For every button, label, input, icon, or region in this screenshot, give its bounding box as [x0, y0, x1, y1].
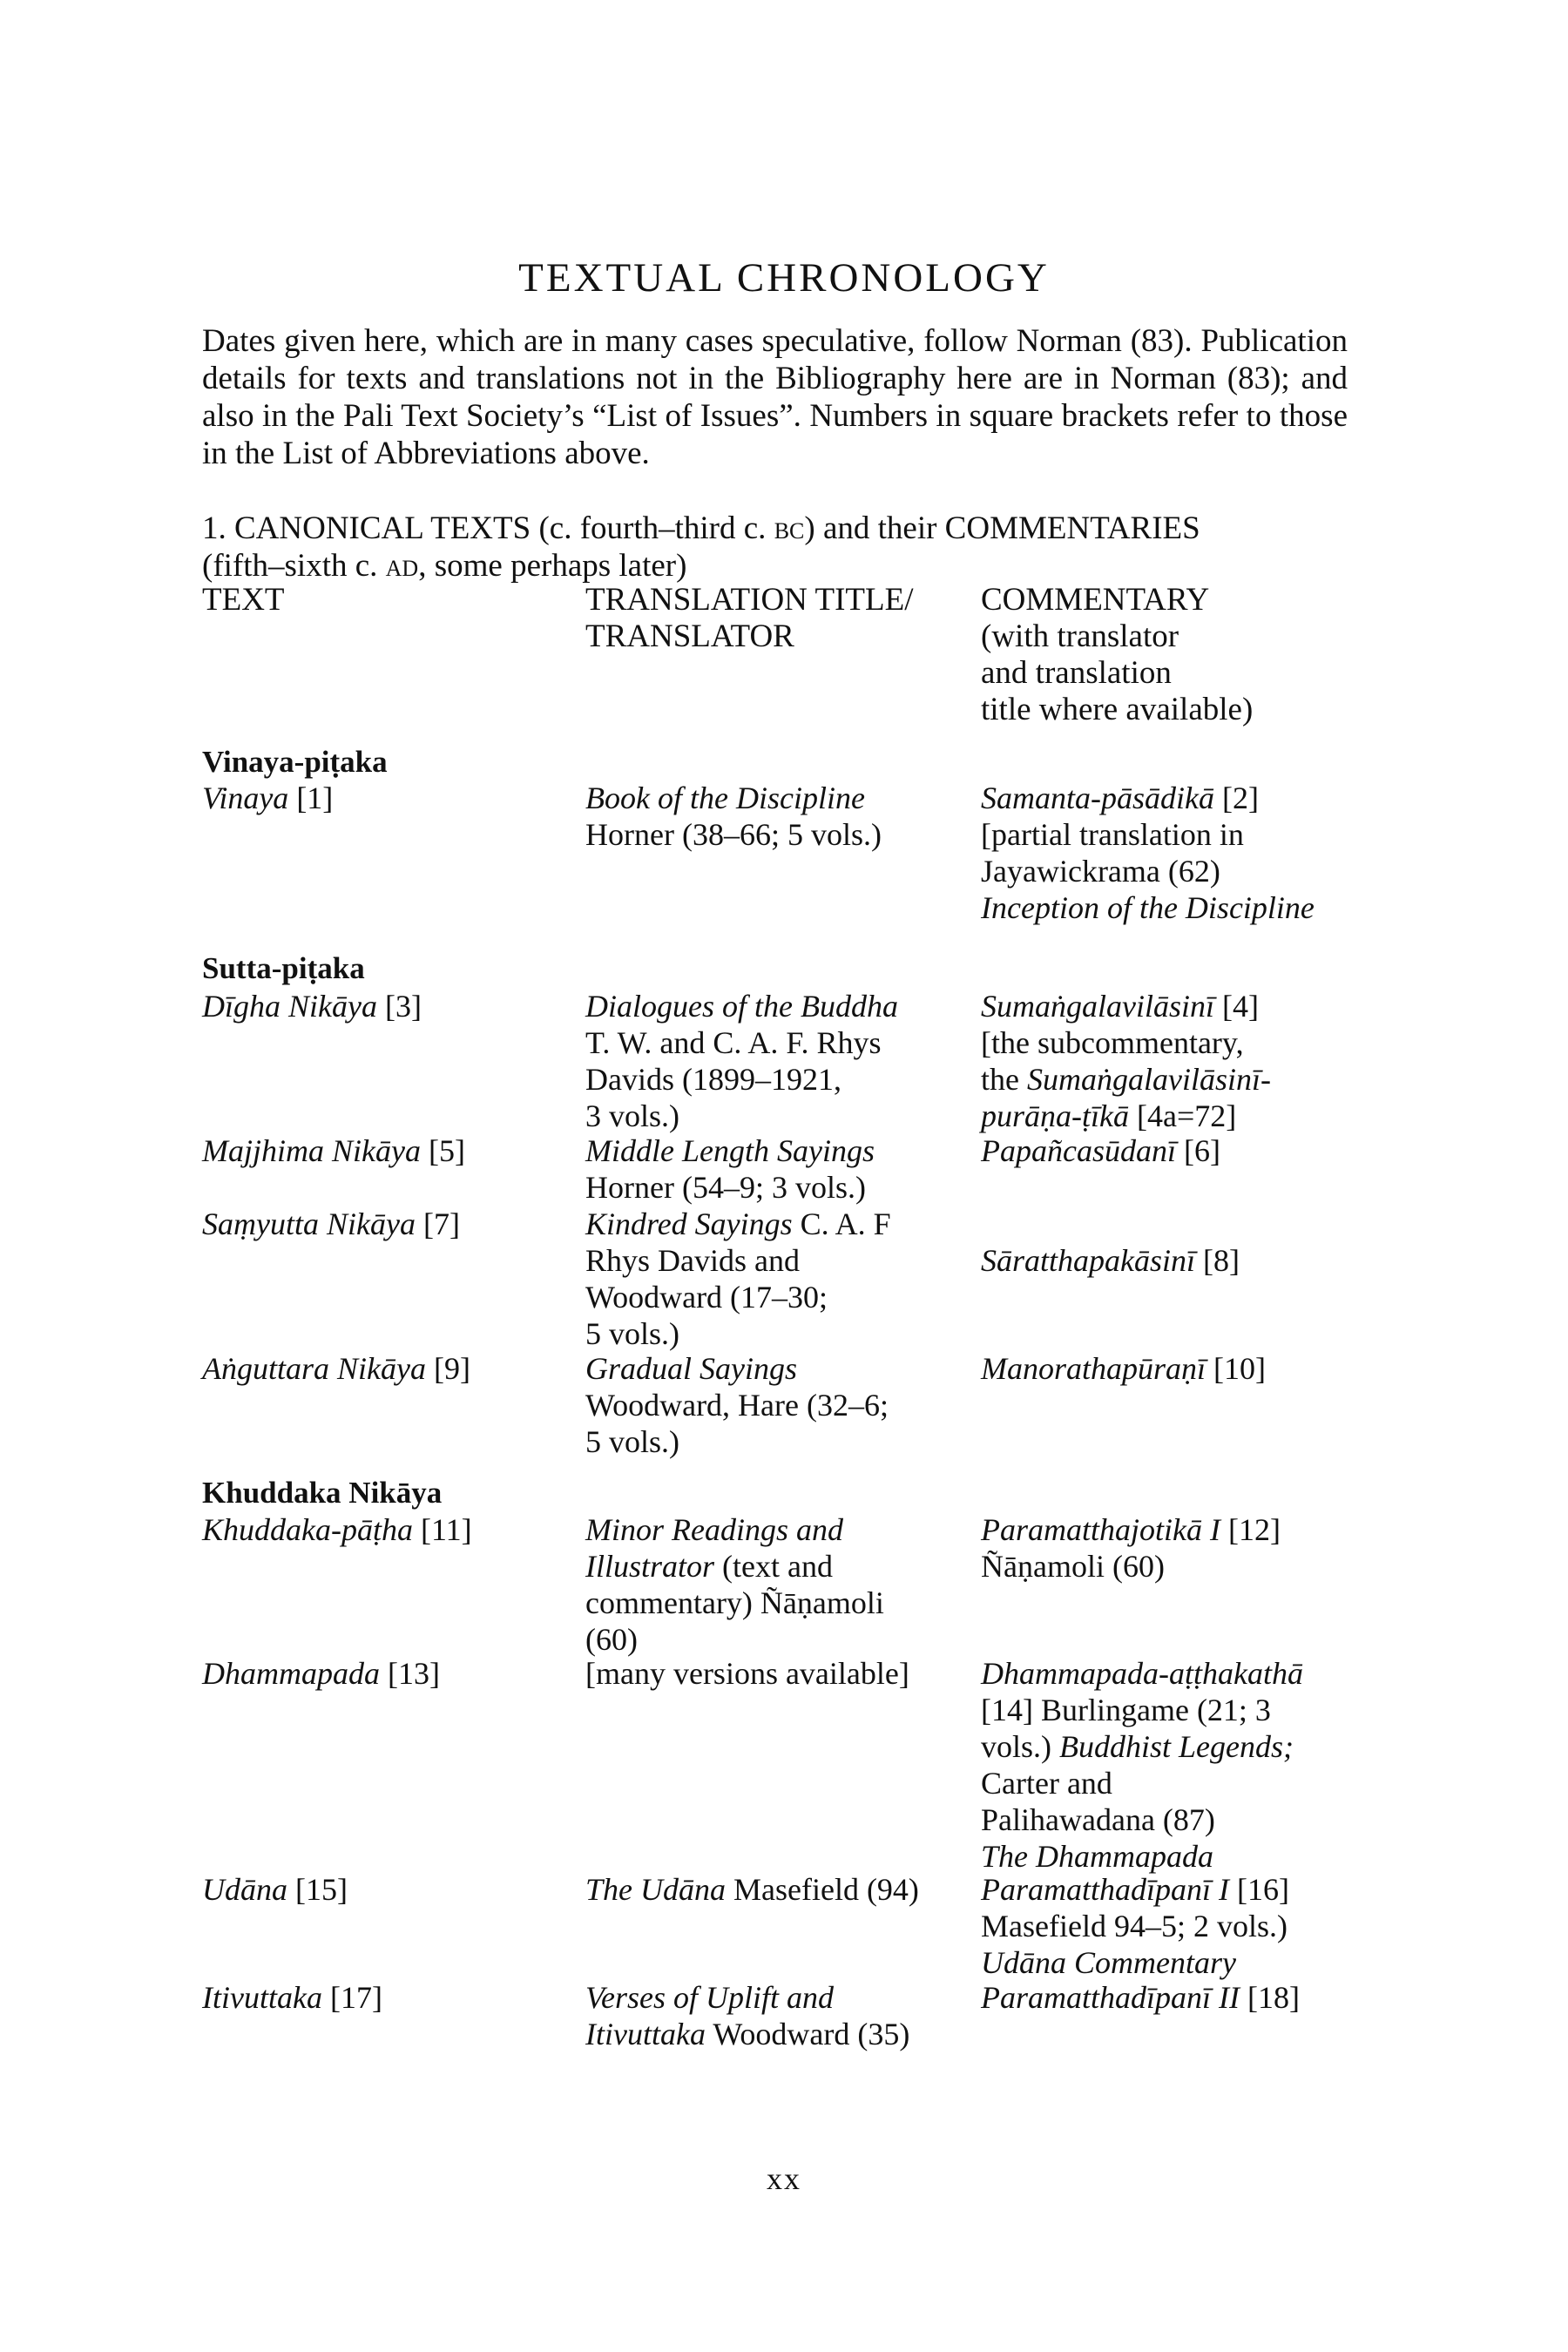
commentary-cell	[981, 1655, 1364, 1875]
commentary-line: Palihawadana (87)	[981, 1802, 1215, 1837]
commentary-line: [14] Burlingame (21; 3	[981, 1693, 1271, 1727]
commentary-number: [6]	[1183, 1133, 1220, 1168]
commentary-line: Ñāṇamoli (60)	[981, 1549, 1165, 1584]
translator: Woodward, Hare (32–6;	[585, 1388, 889, 1423]
commentary-number: [4]	[1222, 989, 1259, 1024]
translator: 5 vols.)	[585, 1424, 679, 1459]
text-cell	[202, 1979, 568, 2016]
commentary-translation-title: Buddhist Legends;	[1059, 1729, 1294, 1764]
commentary-cell	[981, 1350, 1364, 1387]
commentary-title: Paramatthadīpanī II	[981, 1980, 1240, 2015]
translation-title: Verses of Uplift and	[585, 1980, 834, 2015]
group-heading-khuddaka: Khuddaka Nikāya	[202, 1476, 443, 1510]
commentary-cell	[981, 1871, 1364, 1981]
page-number: xx	[767, 2161, 801, 2196]
text-number: [3]	[384, 989, 422, 1024]
translation-cell	[585, 988, 969, 1134]
commentary-title: Paramatthadīpanī I	[981, 1872, 1229, 1907]
translator: (text and	[722, 1549, 833, 1584]
translation-title: Book of the Discipline	[585, 781, 865, 815]
commentary-line: vols.)	[981, 1729, 1051, 1764]
column-header-text: TEXT	[202, 582, 285, 618]
text-title: Udāna	[202, 1872, 287, 1907]
column-header-translation	[585, 582, 969, 655]
translator: (60)	[585, 1622, 638, 1657]
commentary-number: [10]	[1213, 1351, 1266, 1386]
text-number: [7]	[422, 1206, 460, 1241]
commentary-line: Masefield 94–5; 2 vols.)	[981, 1909, 1288, 1943]
translator: 3 vols.)	[585, 1098, 679, 1133]
commentary-cell	[981, 1242, 1364, 1279]
translation-title: Middle Length Sayings	[585, 1133, 875, 1168]
section-number: 1.	[202, 510, 226, 546]
translation-title: Dialogues of the Buddha	[585, 989, 898, 1024]
text-number: [17]	[329, 1980, 382, 2015]
commentary-number: [2]	[1221, 781, 1259, 815]
section-date-open: (c. fourth–third c.	[538, 510, 767, 546]
section-title: CANONICAL TEXTS	[234, 510, 531, 546]
translation-cell	[585, 1132, 969, 1206]
text-cell	[202, 1871, 568, 1908]
section-heading	[202, 510, 1348, 585]
group-heading-vinaya: Vinaya-piṭaka	[202, 745, 388, 779]
translator: Horner (54–9; 3 vols.)	[585, 1170, 866, 1205]
commentary-translation-title: The Dhammapada	[981, 1839, 1213, 1874]
subcommentary-title: Sumaṅgalavilāsinī-	[1026, 1062, 1271, 1097]
subcommentary-number: [4a=72]	[1136, 1098, 1237, 1133]
translator: Woodward (17–30;	[585, 1280, 828, 1315]
translation-title: Itivuttaka	[585, 2017, 706, 2051]
column-header-commentary	[981, 582, 1355, 728]
text-cell	[202, 988, 568, 1024]
commentary-number: [18]	[1247, 1980, 1300, 2015]
commentary-line: Carter and	[981, 1766, 1112, 1801]
commentary-number: [8]	[1203, 1243, 1240, 1278]
translator: commentary) Ñāṇamoli	[585, 1585, 884, 1620]
translation-note: [many versions available]	[585, 1656, 909, 1691]
translation-title: The Udāna	[585, 1872, 726, 1907]
text-number: [5]	[428, 1133, 465, 1168]
section-date-mid: ) and their COMMENTARIES	[804, 510, 1200, 546]
translation-cell	[585, 1655, 969, 1692]
section-date2-close: , some perhaps later)	[418, 548, 687, 584]
text-title: Vinaya	[202, 781, 289, 815]
commentary-title: Sumaṅgalavilāsinī	[981, 989, 1214, 1024]
translation-cell	[585, 780, 969, 853]
text-title: Majjhima Nikāya	[202, 1133, 421, 1168]
translation-cell	[585, 1350, 969, 1460]
group-heading-sutta: Sutta-piṭaka	[202, 951, 365, 985]
translator: Horner (38–66; 5 vols.)	[585, 817, 882, 852]
text-number: [15]	[295, 1872, 348, 1907]
era-ad: ad	[385, 548, 419, 584]
translation-title: Minor Readings and	[585, 1512, 843, 1547]
commentary-title: Dhammapada-aṭṭhakathā	[981, 1656, 1303, 1691]
commentary-cell	[981, 780, 1364, 926]
commentary-cell	[981, 1979, 1364, 2016]
translation-cell	[585, 1871, 969, 1908]
translation-cell	[585, 1511, 969, 1658]
text-cell	[202, 1350, 568, 1387]
text-title: Dhammapada	[202, 1656, 380, 1691]
translator: Woodward (35)	[713, 2017, 910, 2051]
text-cell	[202, 780, 568, 816]
text-cell	[202, 1132, 568, 1169]
subcommentary-title: purāṇa-ṭīkā	[981, 1098, 1129, 1133]
translation-title: Illustrator	[585, 1549, 715, 1584]
text-cell	[202, 1655, 568, 1692]
era-bc: bc	[774, 510, 805, 546]
commentary-cell	[981, 1132, 1364, 1169]
page-title: TEXTUAL CHRONOLOGY	[518, 255, 1050, 301]
commentary-line: [the subcommentary,	[981, 1025, 1244, 1060]
column-header-commentary-line1: COMMENTARY	[981, 582, 1210, 618]
translation-cell	[585, 1206, 969, 1352]
commentary-number: [16]	[1237, 1872, 1289, 1907]
column-header-translation-line1: TRANSLATION TITLE/	[585, 582, 914, 618]
text-number: [1]	[296, 781, 334, 815]
translator: T. W. and C. A. F. Rhys	[585, 1025, 882, 1060]
translator: 5 vols.)	[585, 1316, 679, 1351]
text-number: [13]	[388, 1656, 440, 1691]
commentary-title: Manorathapūraṇī	[981, 1351, 1206, 1386]
commentary-line: the	[981, 1062, 1019, 1097]
translator: Davids (1899–1921,	[585, 1062, 841, 1097]
text-cell	[202, 1206, 568, 1242]
translation-cell	[585, 1979, 969, 2052]
text-title: Itivuttaka	[202, 1980, 322, 2015]
commentary-line: Jayawickrama (62)	[981, 854, 1220, 889]
translator: Masefield (94)	[733, 1872, 919, 1907]
section-date2-open: (fifth–sixth c.	[202, 548, 378, 584]
commentary-number: [12]	[1227, 1512, 1281, 1547]
commentary-title: Sāratthapakāsinī	[981, 1243, 1196, 1278]
commentary-cell	[981, 988, 1364, 1134]
commentary-translation-title: Inception of the Discipline	[981, 890, 1315, 925]
intro-paragraph: Dates given here, which are in many cases speculative, follow Norman (83). Publication details for texts and translations not in the Bibliography here are in Norman (83); and also in the Pali Text Society’s “List of Issues”. Numbers in square brackets refer to those in the List of Abbreviations above.	[202, 323, 1348, 471]
translator: C. A. F	[800, 1206, 891, 1241]
column-header-translation-line2: TRANSLATOR	[585, 618, 794, 654]
commentary-translation-title: Udāna Commentary	[981, 1945, 1236, 1980]
commentary-line: [partial translation in	[981, 817, 1244, 852]
text-title: Aṅguttara Nikāya	[202, 1351, 426, 1386]
text-title: Saṃyutta Nikāya	[202, 1206, 416, 1241]
column-header-commentary-line4: title where available)	[981, 692, 1254, 727]
commentary-title: Papañcasūdanī	[981, 1133, 1176, 1168]
text-cell	[202, 1511, 568, 1548]
column-header-commentary-line2: (with translator	[981, 618, 1179, 654]
text-number: [9]	[433, 1351, 470, 1386]
commentary-title: Paramatthajotikā I	[981, 1512, 1220, 1547]
commentary-title: Samanta-pāsādikā	[981, 781, 1214, 815]
translation-title: Gradual Sayings	[585, 1351, 797, 1386]
translation-title: Kindred Sayings	[585, 1206, 793, 1241]
text-title: Khuddaka-pāṭha	[202, 1512, 413, 1547]
text-title: Dīgha Nikāya	[202, 989, 377, 1024]
commentary-cell	[981, 1511, 1364, 1585]
translator: Rhys Davids and	[585, 1243, 800, 1278]
text-number: [11]	[420, 1512, 472, 1547]
column-header-commentary-line3: and translation	[981, 655, 1172, 691]
